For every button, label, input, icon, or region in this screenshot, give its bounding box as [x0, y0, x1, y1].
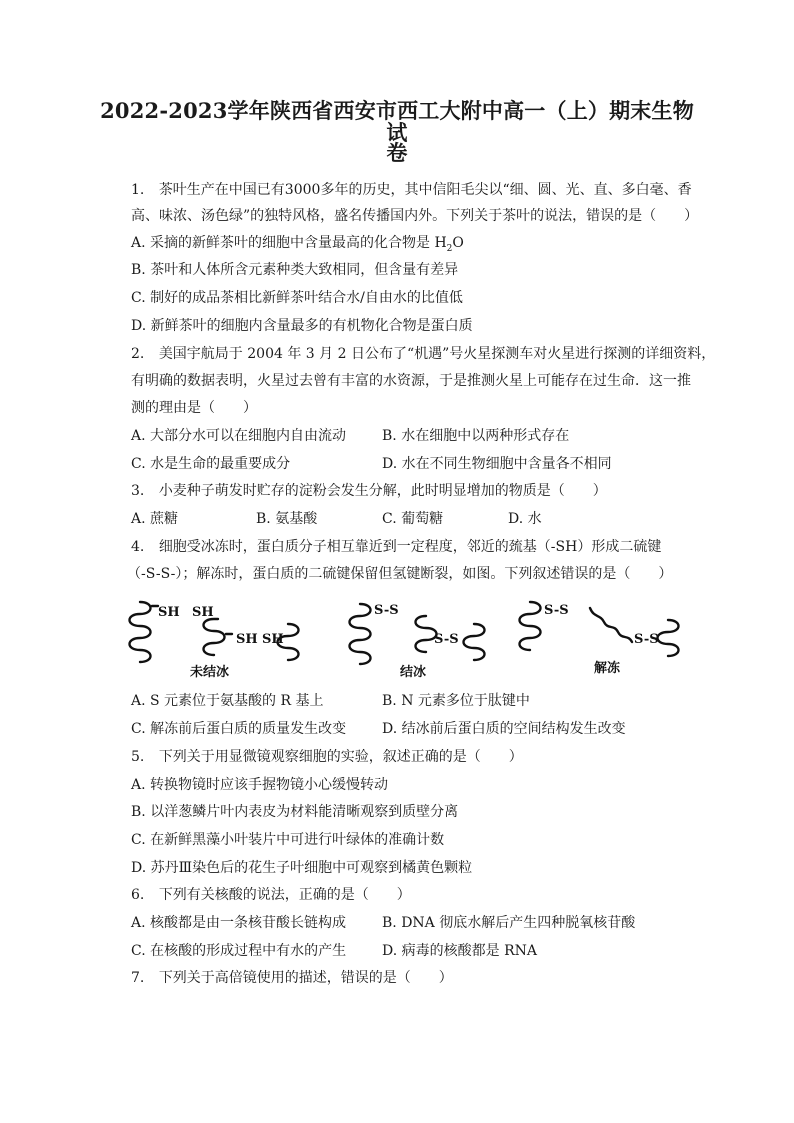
question-stem-text: 小麦种子萌发时贮存的淀粉会发生分解，此时明显增加的物质是（ ） [158, 483, 607, 499]
question-5-option-c: C. 在新鲜黑藻小叶装片中可进行叶绿体的准确计数 [131, 832, 445, 848]
option-a-suffix: O [452, 235, 464, 251]
question-5-option-b: B. 以洋葱鳞片叶内表皮为材料能清晰观察到质壁分离 [131, 804, 459, 820]
question-1-option-b: B. 茶叶和人体所含元素种类大致相同，但含量有差异 [131, 262, 459, 278]
question-4-option-b: B. N 元素多位于肽键中 [382, 693, 530, 709]
question-6-option-d: D. 病毒的核酸都是 RNA [382, 943, 537, 959]
exam-title-line1: 2022-2023学年陕西省西安市西工大附中高一（上）期末生物试 [100, 98, 694, 145]
exam-title-line2: 卷 [386, 140, 408, 165]
sh-group-3: SH [236, 632, 258, 647]
question-6-option-b: B. DNA 彻底水解后产生四种脱氧核苷酸 [382, 915, 636, 931]
question-1-option-a [131, 234, 464, 252]
question-stem-text: 下列有关核酸的说法，正确的是（ ） [158, 887, 411, 903]
figure-label-unfrozen: 未结冰 [190, 665, 230, 680]
question-4-stem-line1 [131, 538, 661, 556]
question-number: 6. [131, 887, 145, 903]
question-2-option-b: B. 水在细胞中以两种形式存在 [382, 428, 570, 444]
sh-group-1: SH [158, 605, 180, 620]
question-2-option-d: D. 水在不同生物细胞中含量各不相同 [382, 456, 612, 472]
question-number: 5. [131, 749, 145, 765]
protein-chain-1 [130, 602, 151, 662]
question-2-stem-line3: 测的理由是（ ） [131, 400, 257, 416]
ss-bond-2: S-S [434, 632, 459, 647]
question-2-stem-line2: 有明确的数据表明，火星过去曾有丰富的水资源，于是推测火星上可能存在过生命．这一推 [131, 373, 691, 389]
question-4-stem-line2: （-S-S-）；解冻时，蛋白质的二硫键保留但氢键断裂，如图。下列叙述错误的是（ ） [127, 566, 673, 582]
question-stem-text: 下列关于用显微镜观察细胞的实验，叙述正确的是（ ） [158, 749, 523, 765]
sh-group-4: SH [262, 632, 284, 647]
protein-chain-6 [464, 624, 485, 660]
protein-chain-9 [658, 620, 679, 656]
question-3-option-a: A. 蔗糖 [131, 511, 179, 527]
question-stem-text: 下列关于高倍镜使用的描述，错误的是（ ） [158, 970, 453, 986]
question-stem-text: 美国宇航局于 2004 年 3 月 2 日公布了“机遇”号火星探测车对火星进行探测的详细资料， [158, 346, 716, 362]
question-3-option-d: D. 水 [508, 511, 542, 527]
question-number: 3. [131, 483, 145, 499]
question-7-stem [131, 969, 453, 987]
question-3-stem [131, 482, 607, 500]
question-number: 1. [131, 182, 145, 198]
protein-chain-4 [350, 604, 371, 664]
question-5-option-d: D. 苏丹Ⅲ染色后的花生子叶细胞中可观察到橘黄色颗粒 [131, 860, 473, 876]
protein-chain-2 [204, 619, 225, 655]
question-6-option-a: A. 核酸都是由一条核苷酸长链构成 [131, 915, 347, 931]
question-1-stem-line1 [131, 181, 692, 199]
question-number: 4. [131, 539, 145, 555]
question-1-stem-line2: 高、味浓、汤色绿”的独特风格，盛名传播国内外。下列关于茶叶的说法，错误的是（ ） [131, 208, 699, 224]
protein-disulfide-figure [128, 594, 688, 680]
question-4-option-c: C. 解冻前后蛋白质的质量发生改变 [131, 721, 347, 737]
question-4-option-a: A. S 元素位于氨基酸的 R 基上 [131, 693, 324, 709]
question-4-option-d: D. 结冰前后蛋白质的空间结构发生改变 [382, 721, 626, 737]
figure-label-frozen: 结冰 [400, 665, 427, 680]
question-1-option-c: C. 制好的成品茶相比新鲜茶叶结合水/自由水的比值低 [131, 290, 463, 306]
question-5-option-a: A. 转换物镜时应该手握物镜小心缓慢转动 [131, 777, 389, 793]
question-6-stem [131, 886, 411, 904]
ss-bond-3: S-S [544, 603, 569, 618]
question-3-option-c: C. 葡萄糖 [382, 511, 444, 527]
question-3-option-b: B. 氨基酸 [256, 511, 318, 527]
question-6-option-c: C. 在核酸的形成过程中有水的产生 [131, 943, 347, 959]
question-number: 7. [131, 970, 145, 986]
question-number: 2. [131, 346, 145, 362]
question-stem-text: 细胞受冰冻时，蛋白质分子相互靠近到一定程度，邻近的巯基（-SH）形成二硫键 [158, 539, 662, 555]
protein-chain-7 [520, 602, 541, 650]
ss-bond-1: S-S [374, 603, 399, 618]
protein-chain-8 [590, 608, 632, 642]
question-2-option-c: C. 水是生命的最重要成分 [131, 456, 291, 472]
sh-group-2: SH [192, 605, 214, 620]
question-5-stem [131, 748, 523, 766]
ss-bond-4: S-S [634, 632, 659, 647]
question-1-option-d: D. 新鲜茶叶的细胞内含量最多的有机物化合物是蛋白质 [131, 318, 473, 334]
question-2-stem-line1 [131, 345, 715, 363]
subscript-2: 2 [446, 243, 453, 254]
question-stem-text: 茶叶生产在中国已有3000多年的历史，其中信阳毛尖以“细、圆、光、直、多白毫、香 [158, 182, 692, 198]
question-2-option-a: A. 大部分水可以在细胞内自由流动 [131, 428, 347, 444]
figure-label-thawed: 解冻 [594, 661, 621, 676]
option-a-text: A. 采摘的新鲜茶叶的细胞中含量最高的化合物是 H [131, 235, 447, 251]
